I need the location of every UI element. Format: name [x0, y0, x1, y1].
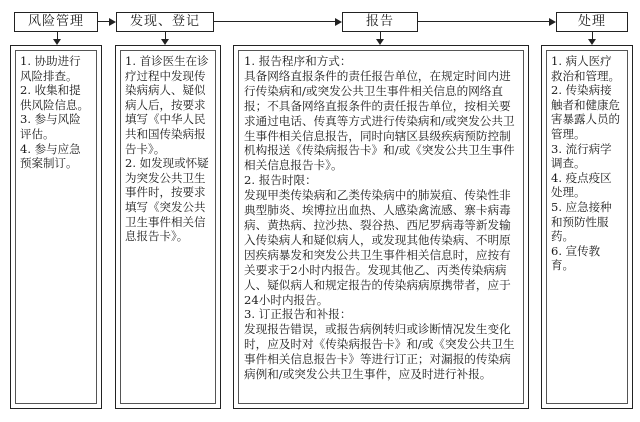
handle-item-4: 4. 疫点疫区处理。	[551, 170, 612, 200]
arrow-line-risk-discover	[98, 21, 109, 22]
header-handle: 处理	[556, 12, 628, 32]
handle-item-6: 6. 宣传教育。	[551, 243, 601, 273]
box-discover-register-inner	[120, 50, 216, 404]
box-risk-management	[10, 45, 102, 409]
report-section-procedure-title: 1. 报告程序和方式：	[244, 54, 352, 68]
box-handle	[541, 45, 633, 409]
discover-item-1: 1. 首诊医生在诊疗过程中发现传染病病人、疑似病人后，按要求填写《中华人民共和国传染病报告卡》。	[125, 54, 209, 156]
box-risk-management-inner	[15, 50, 97, 404]
report-section-correction-text: 发现报告错误，或报告病例转归或诊断情况发生变化时，应及时对《传染病报告卡》和/或《突发公共卫生事件相关信息报告卡》等进行订正；对漏报的传染病病例和/或突发公共卫生事件，应及时进行补报。	[244, 322, 515, 382]
handle-item-3: 3. 流行病学调查。	[551, 141, 612, 171]
risk-item-1: 1. 协助进行风险排查。	[20, 54, 81, 83]
box-report-inner	[238, 50, 524, 404]
handle-item-1: 1. 病人医疗救治和管理。	[551, 54, 620, 83]
handle-item-2: 2. 传染病接触者和健康危害暴露人员的管理。	[551, 83, 620, 141]
connector-handle	[592, 32, 593, 39]
box-handle-inner	[546, 50, 628, 404]
header-discover-register: 发现、登记	[116, 12, 214, 32]
header-report: 报告	[342, 12, 418, 32]
box-discover-register	[115, 45, 221, 409]
report-section-timelimit-title: 2. 报告时限：	[244, 173, 317, 188]
risk-item-3: 3. 参与风险评估。	[20, 112, 81, 141]
arrow-line-discover-report	[214, 21, 335, 22]
handle-item-5: 5. 应急接种和预防性服药。	[551, 199, 612, 244]
report-section-procedure-text: 具备网络直报条件的责任报告单位，在规定时间内进行传染病和/或突发公共卫生事件相关信息的网络直报；不具备网络直报条件的责任报告单位，按相关要求通过电话、传真等方式进行传染病和/或突发公共卫生事件相关信息报告，同时向辖区县级疾病预防控制机构报送《传染病报告卡》和/或《突发公共卫生事件相关信息报告卡》。	[244, 68, 515, 173]
risk-item-2: 2. 收集和提供风险信息。	[20, 83, 89, 112]
box-report	[233, 45, 529, 409]
header-risk-management: 风险管理	[14, 12, 98, 32]
arrow-line-report-handle	[418, 21, 549, 22]
connector-report	[380, 32, 381, 39]
report-section-correction-title: 3. 订正报告和补报：	[244, 307, 352, 322]
discover-item-2: 2. 如发现或怀疑为突发公共卫生事件时，按要求填写《突发公共卫生事件相关信息报告卡》。	[125, 156, 209, 244]
risk-item-4: 4. 参与应急预案制订。	[20, 141, 81, 171]
connector-risk	[57, 32, 58, 39]
arrow-head-discover-report	[335, 18, 342, 26]
connector-discover	[165, 32, 166, 39]
arrow-head-risk-discover	[109, 18, 116, 26]
report-section-timelimit-text: 发现甲类传染病和乙类传染病中的肺炭疽、传染性非典型肺炎、埃博拉出血热、人感染禽流感、寨卡病毒病、黄热病、拉沙热、裂谷热、西尼罗病毒等新发输入传染病人和疑似病人，或发现其他传染病、不明原因疾病暴发和突发公共卫生事件相关信息时，应按有关要求于2小时内报告。发现其他乙、丙类传染病病人、疑似病人和规定报告的传染病病原携带者，应于24小时内报告。	[244, 188, 511, 307]
arrow-head-report-handle	[549, 18, 556, 26]
